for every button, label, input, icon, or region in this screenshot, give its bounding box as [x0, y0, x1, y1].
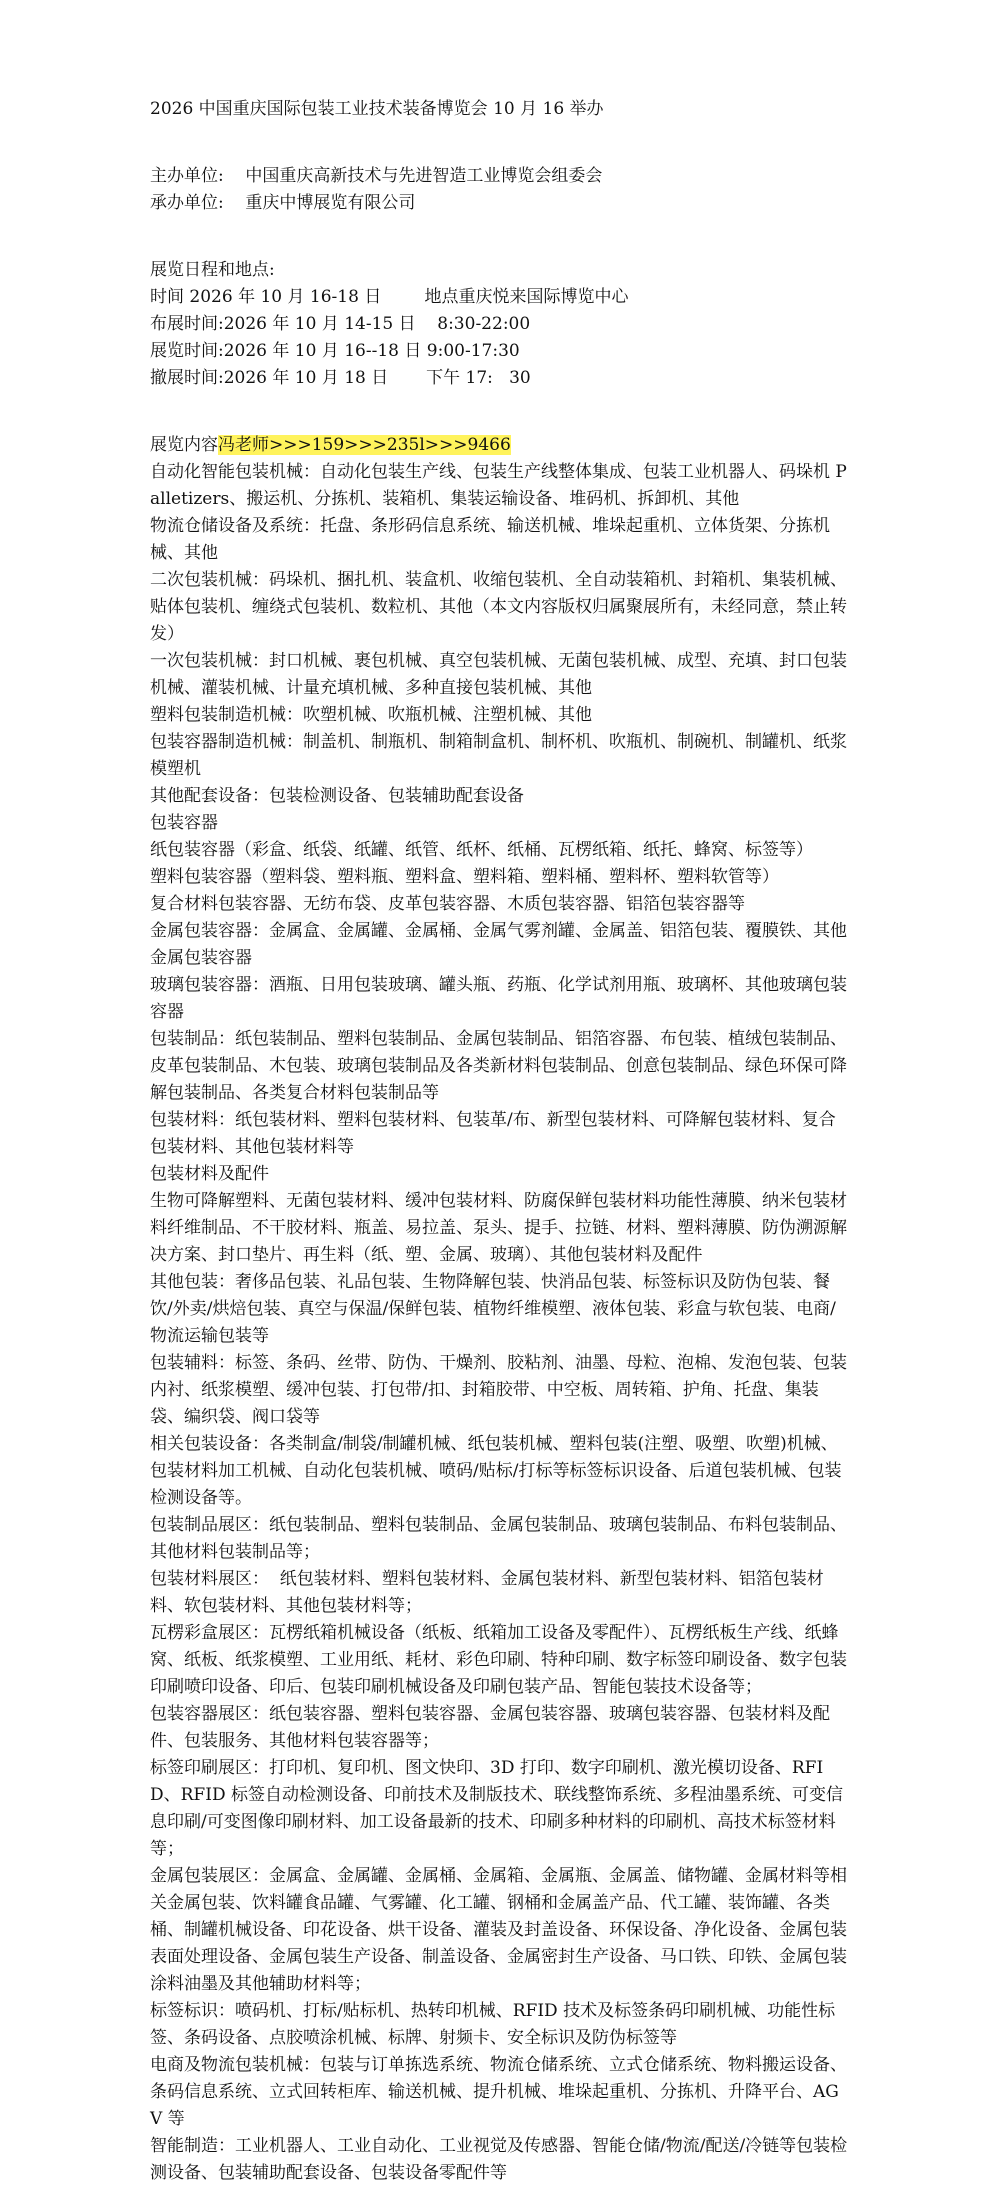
- category-paragraph: 包装制品：纸包装制品、塑料包装制品、金属包装制品、铝箔容器、布包装、植绒包装制品、皮革包装制品、木包装、玻璃包装制品及各类新材料包装制品、创意包装制品、绿色环保可降解包装制品、各类复合材料包装制品等: [150, 1029, 847, 1103]
- category-paragraph: 金属包装容器：金属盒、金属罐、金属桶、金属气雾剂罐、金属盖、铝箔包装、覆膜铁、其他金属包装容器: [150, 921, 847, 968]
- category-paragraph: 智能制造：工业机器人、工业自动化、工业视觉及传感器、智能仓储/物流/配送/冷链等包装检测设备、包装辅助配套设备、包装设备零配件等: [150, 2136, 848, 2183]
- schedule-exhibit: 展览时间:2026 年 10 月 16--18 日 9:00-17:30: [150, 341, 520, 361]
- category-paragraph: 玻璃包装容器：酒瓶、日用包装玻璃、罐头瓶、药瓶、化学试剂用瓶、玻璃杯、其他玻璃包装容器: [150, 975, 847, 1022]
- category-paragraph: 包装材料及配件: [150, 1164, 269, 1184]
- category-paragraph: 物流仓储设备及系统：托盘、条形码信息系统、输送机械、堆垛起重机、立体货架、分拣机械、其他: [150, 516, 830, 563]
- category-paragraph: 包装材料展区： 纸包装材料、塑料包装材料、金属包装材料、新型包装材料、铝箔包装材料、软包装材料、其他包装材料等；: [150, 1569, 824, 1616]
- category-paragraph: 生物可降解塑料、无菌包装材料、缓冲包装材料、防腐保鲜包装材料功能性薄膜、纳米包装材料纤维制品、不干胶材料、瓶盖、易拉盖、泵头、提手、拉链、材料、塑料薄膜、防伪溯源解决方案、封口垫片、再生料（纸、塑、金属、玻璃）、其他包装材料及配件: [150, 1191, 847, 1265]
- document-title: 2026 中国重庆国际包装工业技术装备博览会 10 月 16 举办: [150, 99, 604, 119]
- category-paragraph: 金属包装展区：金属盒、金属罐、金属桶、金属箱、金属瓶、金属盖、储物罐、金属材料等相关金属包装、饮料罐食品罐、气雾罐、化工罐、钢桶和金属盖产品、代工罐、装饰罐、各类桶、制罐机械设备、印花设备、烘干设备、灌装及封盖设备、环保设备、净化设备、金属包装表面处理设备、金属包装生产设备、制盖设备、金属密封生产设备、马口铁、印铁、金属包装涂料油墨及其他辅助材料等；: [150, 1866, 847, 1994]
- category-paragraph: 一次包装机械：封口机械、裹包机械、真空包装机械、无菌包装机械、成型、充填、封口包装机械、灌装机械、计量充填机械、多种直接包装机械、其他: [150, 651, 847, 698]
- category-paragraph: 标签标识：喷码机、打标/贴标机、热转印机械、RFID 技术及标签条码印刷机械、功能性标签、条码设备、点胶喷涂机械、标牌、射频卡、安全标识及防伪标签等: [150, 2001, 836, 2048]
- host-organizer: 主办单位: 中国重庆高新技术与先进智造工业博览会组委会: [150, 166, 603, 186]
- spacer: [150, 123, 850, 163]
- category-paragraph: 包装制品展区：纸包装制品、塑料包装制品、金属包装制品、玻璃包装制品、布料包装制品、其他材料包装制品等；: [150, 1515, 847, 1562]
- spacer: [150, 392, 850, 432]
- category-paragraph: 瓦楞彩盒展区：瓦楞纸箱机械设备（纸板、纸箱加工设备及零配件）、瓦楞纸板生产线、纸蜂窝、纸板、纸浆模塑、工业用纸、耗材、彩色印刷、特种印刷、数字标签印刷设备、数字包装印刷喷印设备、印后、包装印刷机械设备及印刷包装产品、智能包装技术设备等；: [150, 1623, 847, 1697]
- category-paragraph: 包装辅料：标签、条码、丝带、防伪、干燥剂、胶粘剂、油墨、母粒、泡棉、发泡包装、包装内衬、纸浆模塑、缓冲包装、打包带/扣、封箱胶带、中空板、周转箱、护角、托盘、集装袋、编织袋、阀口袋等: [150, 1353, 847, 1427]
- undertaker-organizer: 承办单位: 重庆中博展览有限公司: [150, 193, 416, 213]
- category-paragraph: 自动化智能包装机械：自动化包装生产线、包装生产线整体集成、包装工业机器人、码垛机 Palletizers、搬运机、分拣机、装箱机、集装运输设备、堆码机、拆卸机、其他: [150, 462, 847, 509]
- category-paragraph: 纸包装容器（彩盒、纸袋、纸罐、纸管、纸杯、纸桶、瓦楞纸箱、纸托、蜂窝、标签等）: [150, 840, 813, 860]
- category-paragraph: 包装容器: [150, 813, 218, 833]
- schedule-time-place: 时间 2026 年 10 月 16-18 日 地点重庆悦来国际博览中心: [150, 287, 629, 307]
- exhibit-categories: [150, 459, 850, 2187]
- schedule-teardown: 撤展时间:2026 年 10 月 18 日 下午 17: 30: [150, 368, 531, 388]
- category-paragraph: 复合材料包装容器、无纺布袋、皮革包装容器、木质包装容器、铝箔包装容器等: [150, 894, 745, 914]
- category-paragraph: 塑料包装制造机械：吹塑机械、吹瓶机械、注塑机械、其他: [150, 705, 592, 725]
- content-heading: [150, 432, 850, 459]
- schedule-setup: 布展时间:2026 年 10 月 14-15 日 8:30-22:00: [150, 314, 531, 334]
- content-label: 展览内容: [150, 435, 218, 455]
- document-body: [150, 96, 850, 2187]
- category-paragraph: 塑料包装容器（塑料袋、塑料瓶、塑料盒、塑料箱、塑料桶、塑料杯、塑料软管等）: [150, 867, 779, 887]
- schedule-heading: 展览日程和地点:: [150, 260, 275, 280]
- category-paragraph: 电商及物流包装机械：包装与订单拣选系统、物流仓储系统、立式仓储系统、物料搬运设备、条码信息系统、立式回转柜库、输送机械、提升机械、堆垛起重机、分拣机、升降平台、AGV 等: [150, 2055, 847, 2129]
- category-paragraph: 标签印刷展区：打印机、复印机、图文快印、3D 打印、数字印刷机、激光模切设备、RFID、RFID 标签自动检测设备、印前技术及制版技术、联线整饰系统、多程油墨系统、可变信息印刷/可变图像印刷材料、加工设备最新的技术、印刷多种材料的印刷机、高技术标签材料等；: [150, 1758, 843, 1859]
- category-paragraph: 包装容器展区：纸包装容器、塑料包装容器、金属包装容器、玻璃包装容器、包装材料及配件、包装服务、其他材料包装容器等；: [150, 1704, 830, 1751]
- category-paragraph: 二次包装机械：码垛机、捆扎机、装盒机、收缩包装机、全自动装箱机、封箱机、集装机械、贴体包装机、缠绕式包装机、数粒机、其他（本文内容版权归属聚展所有，未经同意，禁止转发）: [150, 570, 847, 644]
- category-paragraph: 相关包装设备：各类制盒/制袋/制罐机械、纸包装机械、塑料包装(注塑、吸塑、吹塑)机械、包装材料加工机械、自动化包装机械、喷码/贴标/打标等标签标识设备、后道包装机械、包装检测设备等。: [150, 1434, 842, 1508]
- spacer: [150, 217, 850, 257]
- category-paragraph: 其他配套设备：包装检测设备、包装辅助配套设备: [150, 786, 524, 806]
- category-paragraph: 其他包装：奢侈品包装、礼品包装、生物降解包装、快消品包装、标签标识及防伪包装、餐饮/外卖/烘焙包装、真空与保温/保鲜包装、植物纤维模塑、液体包装、彩盒与软包装、电商/物流运输包装等: [150, 1272, 836, 1346]
- category-paragraph: 包装容器制造机械：制盖机、制瓶机、制箱制盒机、制杯机、吹瓶机、制碗机、制罐机、纸浆模塑机: [150, 732, 847, 779]
- category-paragraph: 包装材料：纸包装材料、塑料包装材料、包装革/布、新型包装材料、可降解包装材料、复合包装材料、其他包装材料等: [150, 1110, 836, 1157]
- highlighted-contact: 冯老师>>>159>>>235l>>>9466: [218, 435, 511, 455]
